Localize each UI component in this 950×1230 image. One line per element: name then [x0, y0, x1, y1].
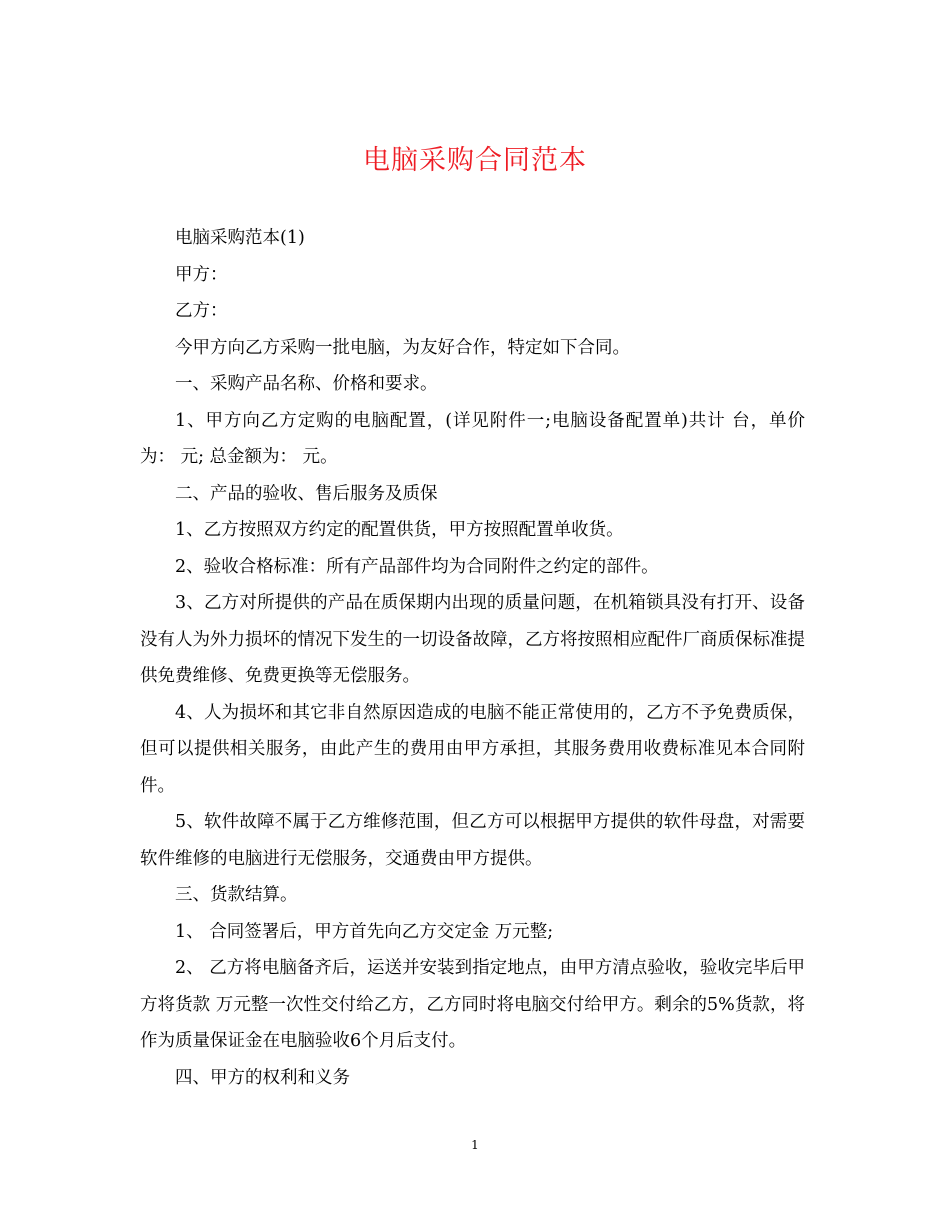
paragraph-party-b: 乙方： [175, 301, 228, 321]
paragraph-clause-2-2: 2、验收合格标准：所有产品部件均为合同附件之约定的部件。 [175, 556, 659, 577]
paragraph-party-a: 甲方： [175, 264, 228, 285]
paragraph-clause-2-4: 4、人为损坏和其它非自然原因造成的电脑不能正常使用的，乙方不予免费质保，但可以提供相关服务，由此产生的费用由甲方承担，其服务费用收费标准见本合同附件。 [140, 702, 805, 796]
paragraph-intro: 今甲方向乙方采购一批电脑，为友好合作，特定如下合同。 [175, 337, 630, 358]
paragraph-subtitle: 电脑采购范本(1) [175, 228, 305, 248]
document-body [140, 220, 805, 1096]
section-heading-1: 一、采购产品名称、价格和要求。 [175, 374, 438, 394]
paragraph-clause-2-3: 3、乙方对所提供的产品在质保期内出现的质量问题，在机箱锁具没有打开、设备没有人为外力损坏的情况下发生的一切设备故障，乙方将按照相应配件厂商质保标准提供免费维修、免费更换等无偿服务。 [140, 593, 805, 686]
section-heading-4: 四、甲方的权利和义务 [175, 1067, 350, 1088]
page-number: 1 [471, 1138, 479, 1152]
document-title: 电脑采购合同范本 [363, 145, 587, 176]
section-heading-2: 二、产品的验收、售后服务及质保 [175, 483, 438, 504]
section-heading-3: 三、货款结算。 [175, 885, 298, 905]
paragraph-clause-3-1: 1、 合同签署后，甲方首先向乙方交定金 万元整; [175, 921, 554, 942]
paragraph-clause-2-1: 1、乙方按照双方约定的配置供货，甲方按照配置单收货。 [175, 520, 624, 540]
paragraph-clause-2-5: 5、软件故障不属于乙方维修范围，但乙方可以根据甲方提供的软件母盘，对需要软件维修的电脑进行无偿服务，交通费由甲方提供。 [140, 812, 805, 869]
paragraph-clause-1-1: 1、甲方向乙方定购的电脑配置，(详见附件一;电脑设备配置单)共计 台，单价为： 元; 总金额为： 元。 [140, 410, 805, 467]
paragraph-clause-3-2: 2、 乙方将电脑备齐后，运送并安装到指定地点，由甲方清点验收，验收完毕后甲方将货款 万元整一次性交付给乙方，乙方同时将电脑交付给甲方。剩余的5%货款，将作为质量保证金在电脑验收6个月后支付。 [140, 958, 805, 1051]
